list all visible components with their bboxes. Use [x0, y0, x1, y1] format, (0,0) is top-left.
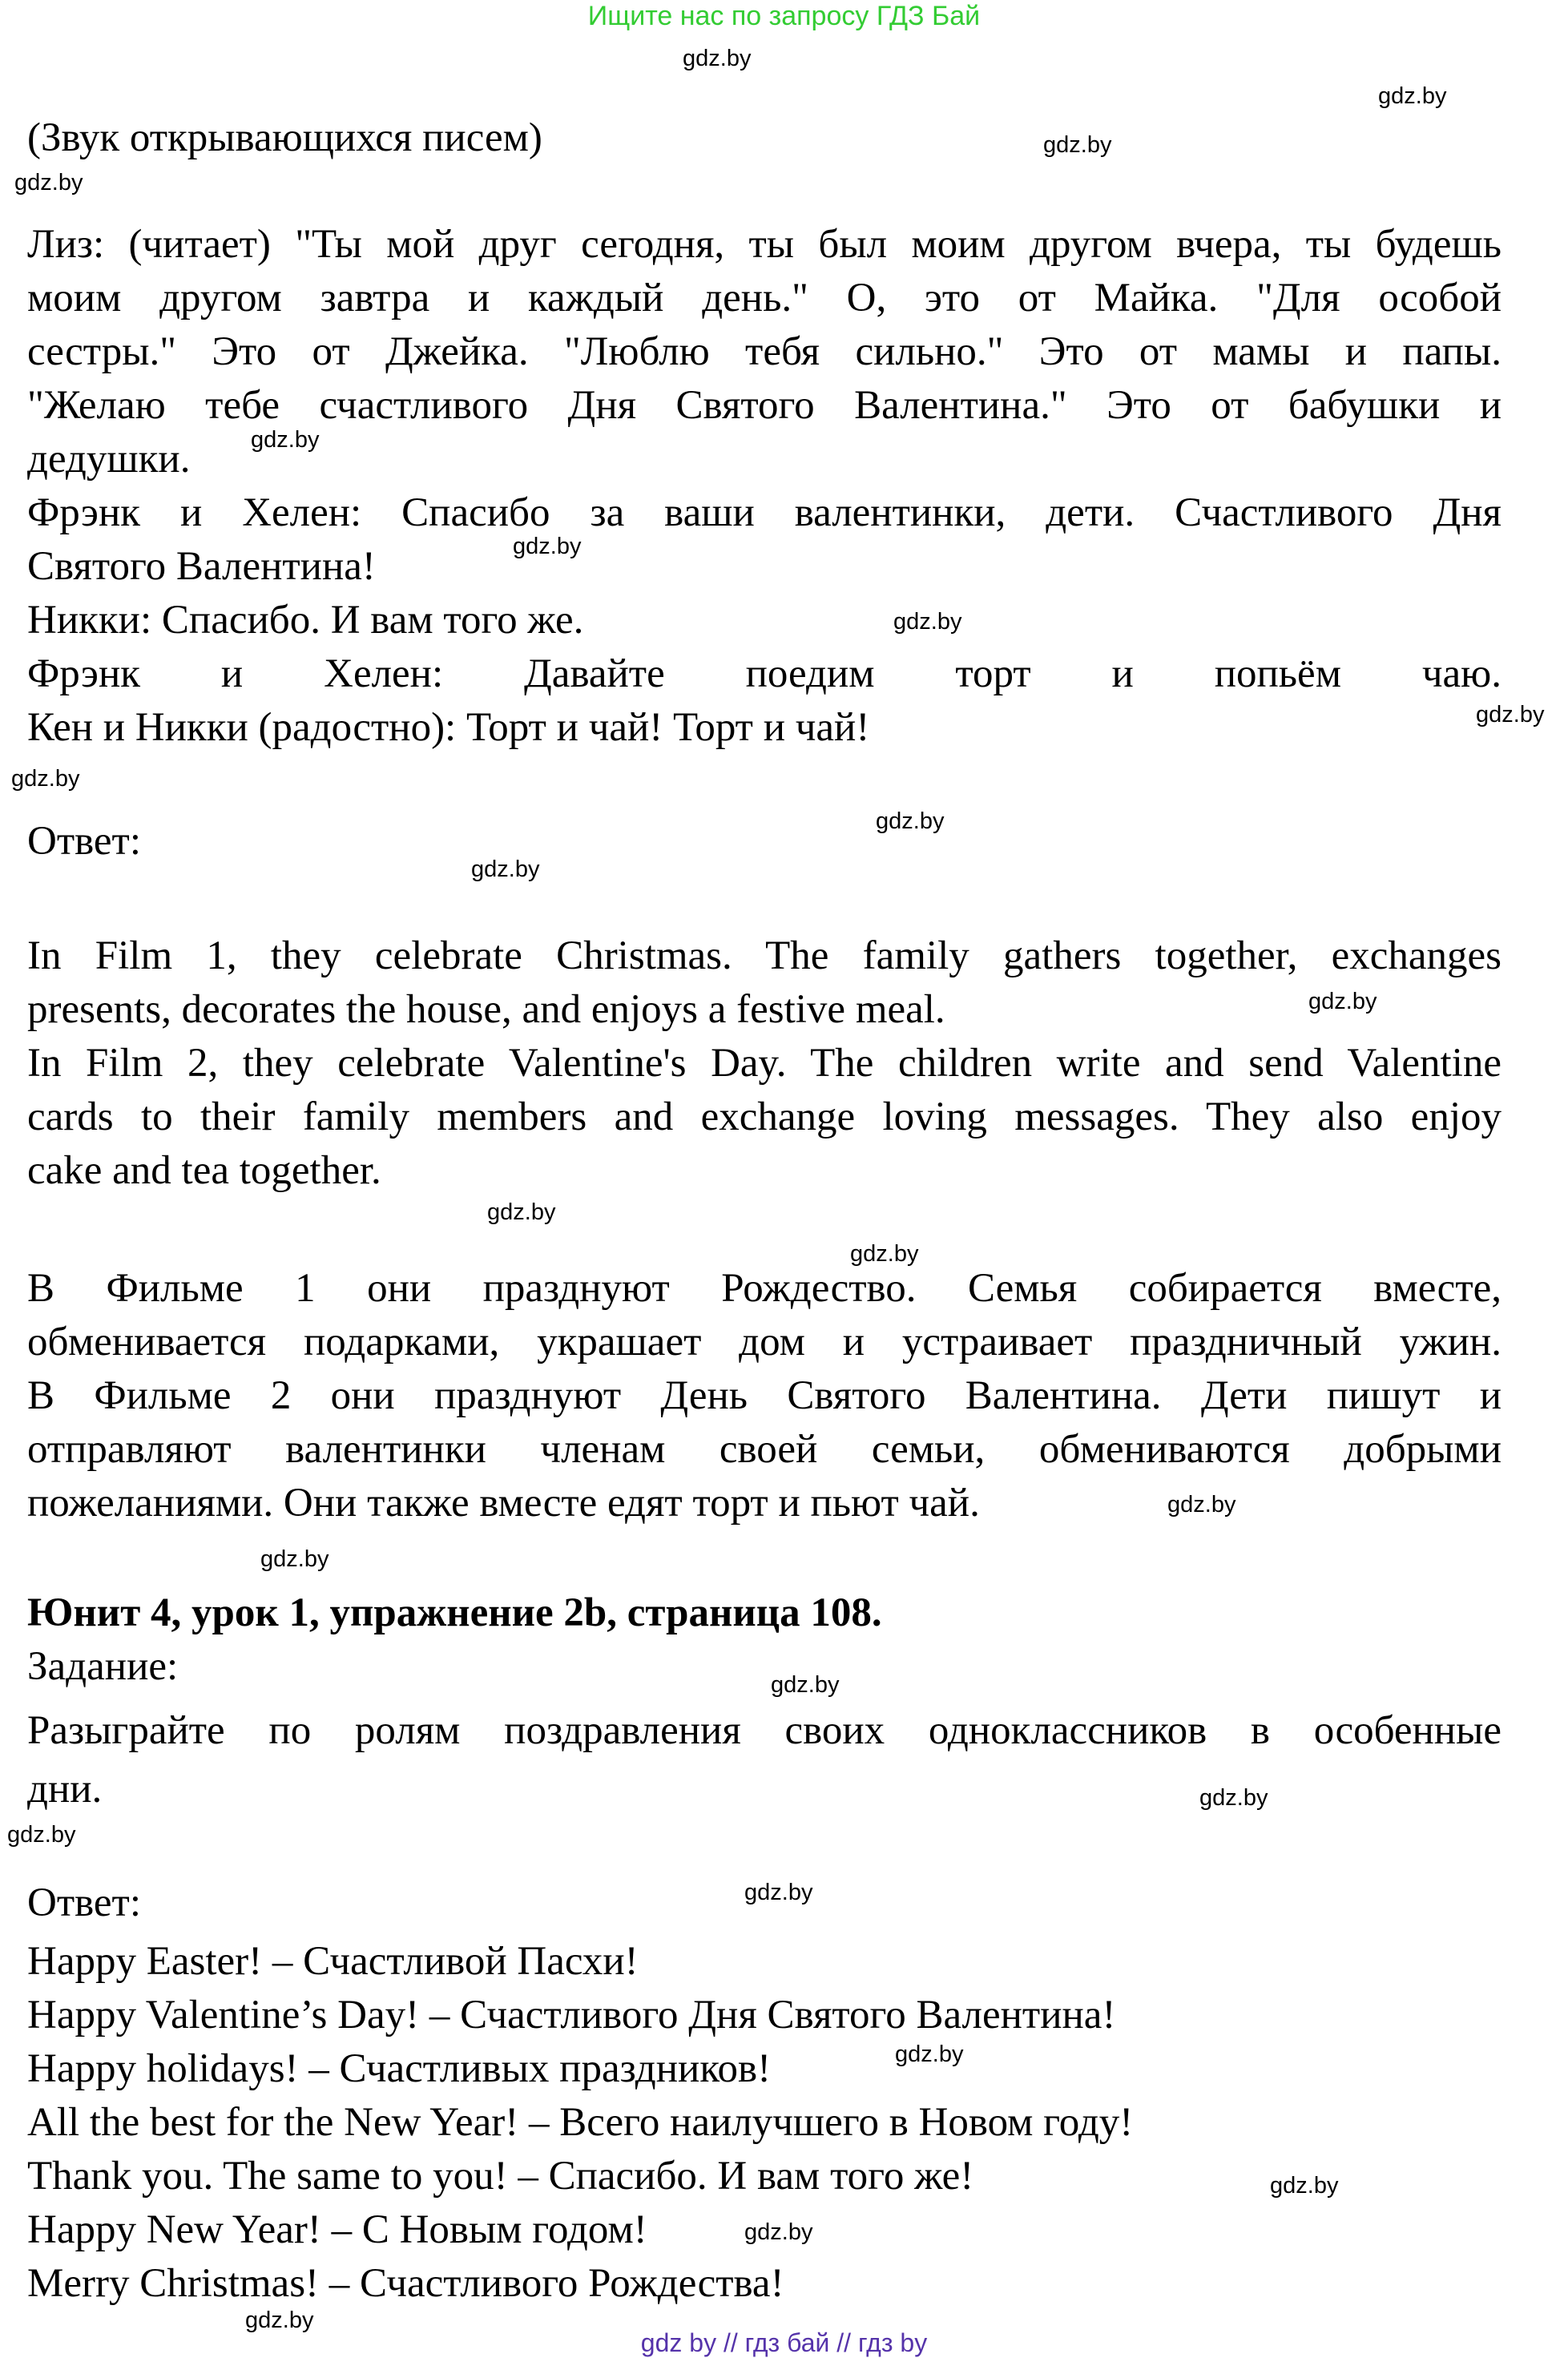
watermark: gdz.by: [744, 1880, 813, 1905]
greeting-line: Happy Easter! – Счастливой Пасхи!: [27, 1939, 639, 1984]
watermark: gdz.by: [876, 808, 945, 834]
watermark: gdz.by: [245, 2308, 314, 2333]
exercise-heading: Юнит 4, урок 1, упражнение 2b, страница 108.: [27, 1590, 882, 1635]
task-label: Задание:: [27, 1644, 179, 1689]
text-line: В Фильме 1 они празднуют Рождество. Семья собирается вместе,: [27, 1266, 1501, 1311]
text-line: Никки: Спасибо. И вам того же.: [27, 598, 584, 643]
greeting-line: Happy holidays! – Счастливых праздников!: [27, 2046, 772, 2091]
text-line: дедушки.: [27, 437, 191, 482]
greeting-line: Happy New Year! – С Новым годом!: [27, 2207, 647, 2252]
footer-links[interactable]: gdz by // гдз бай // гдз by: [640, 2328, 928, 2357]
watermark: gdz.by: [771, 1672, 840, 1698]
watermark: gdz.by: [1476, 702, 1545, 728]
answer-label: Ответ:: [27, 819, 141, 864]
watermark: gdz.by: [471, 857, 540, 882]
text-line: presents, decorates the house, and enjoys a festive meal.: [27, 987, 945, 1032]
watermark: gdz.by: [513, 534, 582, 559]
text-line: Святого Валентина!: [27, 544, 376, 589]
greeting-line: All the best for the New Year! – Всего наилучшего в Новом году!: [27, 2100, 1134, 2145]
greeting-line: Happy Valentine’s Day! – Счастливого Дня Святого Валентина!: [27, 1993, 1116, 2037]
watermark: gdz.by: [7, 1822, 76, 1848]
text-line: In Film 1, they celebrate Christmas. The family gathers together, exchanges: [27, 933, 1501, 978]
task-text: Разыграйте по ролям поздравления своих одноклассников в особенные: [27, 1708, 1501, 1753]
text-line: Кен и Никки (радостно): Торт и чай! Торт и чай!: [27, 705, 870, 750]
watermark: gdz.by: [850, 1241, 919, 1267]
text-line: сестры." Это от Джейка. "Люблю тебя сильно." Это от мамы и папы.: [27, 329, 1501, 374]
watermark: gdz.by: [11, 766, 80, 792]
greeting-line: Thank you. The same to you! – Спасибо. И вам того же!: [27, 2154, 974, 2199]
text-line: обменивается подарками, украшает дом и устраивает праздничный ужин.: [27, 1320, 1501, 1364]
text-line: В Фильме 2 они празднуют День Святого Валентина. Дети пишут и: [27, 1373, 1501, 1418]
answer-label: Ответ:: [27, 1880, 141, 1925]
text-line: Лиз: (читает) "Ты мой друг сегодня, ты был моим другом вчера, ты будешь: [27, 222, 1501, 267]
watermark: gdz.by: [1043, 132, 1112, 158]
task-text: дни.: [27, 1767, 103, 1812]
watermark: gdz.by: [487, 1199, 556, 1225]
text-line: отправляют валентинки членам своей семьи, обмениваются добрыми: [27, 1427, 1501, 1472]
text-line: cake and tea together.: [27, 1148, 381, 1193]
text-line: пожеланиями. Они также вместе едят торт и пьют чай.: [27, 1481, 980, 1526]
text-line: (Звук открывающихся писем): [27, 115, 542, 160]
text-line: In Film 2, they celebrate Valentine's Day. The children write and send Valentine: [27, 1041, 1501, 1086]
text-line: "Желаю тебе счастливого Дня Святого Валентина." Это от бабушки и: [27, 383, 1501, 428]
text-line: cards to their family members and exchange loving messages. They also enjoy: [27, 1094, 1501, 1139]
watermark: gdz.by: [260, 1546, 329, 1572]
watermark: gdz.by: [14, 170, 83, 195]
watermark: gdz.by: [1378, 83, 1447, 109]
watermark: gdz.by: [1270, 2173, 1339, 2199]
greeting-line: Merry Christmas! – Счастливого Рождества!: [27, 2261, 784, 2306]
text-line: Фрэнк и Хелен: Спасибо за ваши валентинки, дети. Счастливого Дня: [27, 490, 1501, 535]
watermark: gdz.by: [1308, 989, 1377, 1014]
text-line: Фрэнк и Хелен: Давайте поедим торт и попьём чаю.: [27, 651, 1501, 696]
text-line: моим другом завтра и каждый день." О, это от Майка. "Для особой: [27, 276, 1501, 320]
search-banner[interactable]: Ищите нас по запросу ГДЗ Бай: [587, 1, 981, 31]
watermark: gdz.by: [251, 427, 320, 453]
watermark: gdz.by: [1199, 1785, 1268, 1811]
watermark: gdz.by: [895, 2042, 964, 2067]
watermark: gdz.by: [1167, 1492, 1236, 1518]
watermark: gdz.by: [744, 2219, 813, 2245]
watermark: gdz.by: [893, 609, 962, 635]
watermark: gdz.by: [683, 46, 752, 71]
